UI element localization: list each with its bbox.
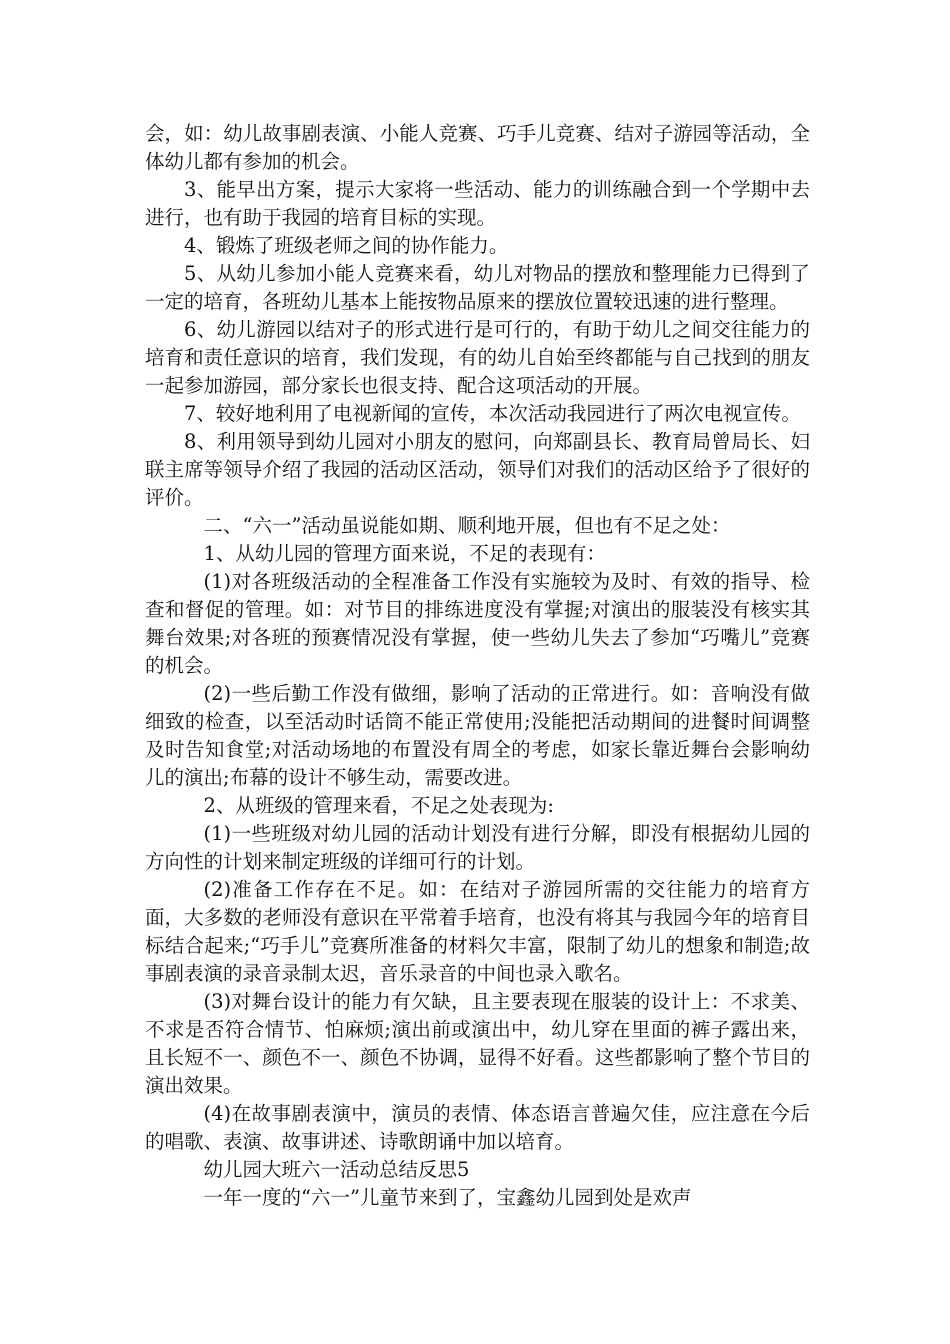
paragraph-management-2: (2)一些后勤工作没有做细，影响了活动的正常进行。如：音响没有做细致的检查，以至活动时话筒不能正常使用;没能把活动期间的进餐时间调整及时告知食堂;对活动场地的布置没有周全的考虑，如家长靠近舞台会影响幼儿的演出;布幕的设计不够生动，需要改进。	[145, 682, 810, 789]
paragraph-management-1: (1)对各班级活动的全程准备工作没有实施较为及时、有效的指导、检查和督促的管理。如：对节目的排练进度没有掌握;对演出的服装没有核实其舞台效果;对各班的预赛情况没有掌握，使一些幼儿失去了参加“巧嘴儿”竞赛的机会。	[145, 570, 810, 677]
section-heading-shortcomings: 二、“六一”活动虽说能如期、顺利地开展，但也有不足之处：	[203, 514, 731, 537]
paragraph-class-4: (4)在故事剧表演中，演员的表情、体态语言普遍欠佳，应注意在今后的唱歌、表演、故事讲述、诗歌朗诵中加以培育。	[145, 1102, 810, 1153]
document-page	[145, 120, 810, 1212]
paragraph-item-8: 8、利用领导到幼儿园对小朋友的慰问，向郑副县长、教育局曾局长、妇联主席等领导介绍了我园的活动区活动，领导们对我们的活动区给予了很好的评价。	[145, 430, 810, 509]
paragraph-item-7: 7、较好地利用了电视新闻的宣传，本次活动我园进行了两次电视宣传。	[184, 402, 801, 425]
paragraph-item-4: 4、锻炼了班级老师之间的协作能力。	[184, 234, 509, 257]
paragraph-class-2: (2)准备工作存在不足。如：在结对子游园所需的交往能力的培育方面，大多数的老师没有意识在平常着手培育，也没有将其与我园今年的培育目标结合起来;“巧手儿”竞赛所准备的材料欠丰富，限制了幼儿的想象和制造;故事剧表演的录音录制太迟，音乐录音的中间也录入歌名。	[145, 878, 810, 985]
paragraph-class-1: (1)一些班级对幼儿园的活动计划没有进行分解，即没有根据幼儿园的方向性的计划来制定班级的详细可行的计划。	[145, 822, 810, 873]
article-title: 幼儿园大班六一活动总结反思5	[203, 1158, 470, 1181]
paragraph-class-management: 2、从班级的管理来看，不足之处表现为:	[203, 794, 554, 817]
paragraph-item-3: 3、能早出方案，提示大家将一些活动、能力的训练融合到一个学期中去进行，也有助于我园的培育目标的实现。	[145, 178, 810, 229]
paragraph-class-3: (3)对舞台设计的能力有欠缺，且主要表现在服装的设计上：不求美、不求是否符合情节、怕麻烦;演出前或演出中，幼儿穿在里面的裤子露出来，且长短不一、颜色不一、颜色不协调，显得不好看。这些都影响了整个节目的演出效果。	[145, 990, 810, 1097]
paragraph-item-6: 6、幼儿游园以结对子的形式进行是可行的，有助于幼儿之间交往能力的培育和责任意识的培育，我们发现，有的幼儿自始至终都能与自己找到的朋友一起参加游园，部分家长也很支持、配合这项活动的开展。	[145, 318, 810, 397]
paragraph-management: 1、从幼儿园的管理方面来说，不足的表现有：	[203, 542, 606, 565]
paragraph-continuation: 会，如：幼儿故事剧表演、小能人竞赛、巧手儿竞赛、结对子游园等活动，全体幼儿都有参加的机会。	[145, 122, 810, 173]
article-intro: 一年一度的“六一”儿童节来到了，宝鑫幼儿园到处是欢声	[203, 1186, 692, 1209]
paragraph-item-5: 5、从幼儿参加小能人竞赛来看，幼儿对物品的摆放和整理能力已得到了一定的培育，各班幼儿基本上能按物品原来的摆放位置较迅速的进行整理。	[145, 262, 810, 313]
